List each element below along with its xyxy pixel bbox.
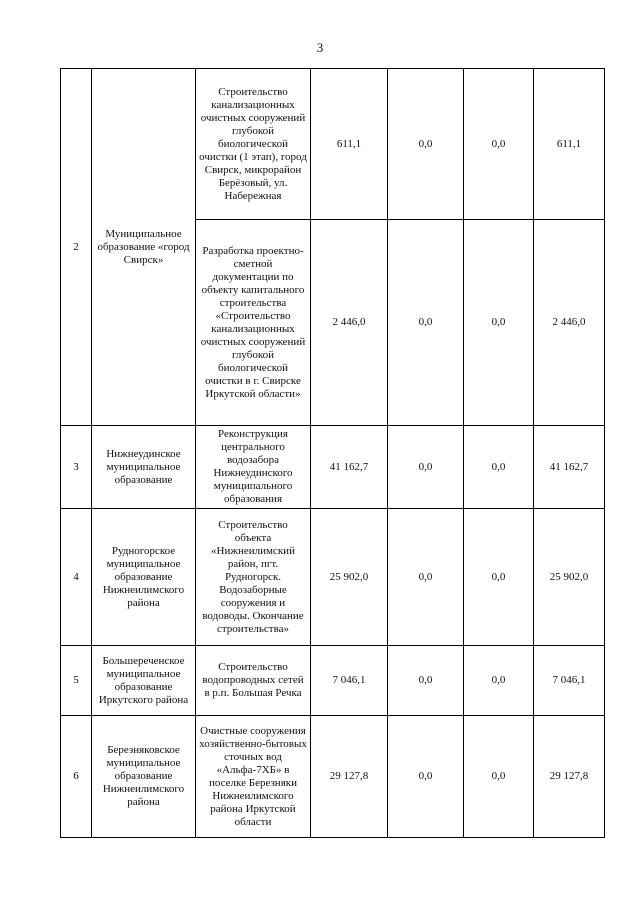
value-cell-4: 29 127,8 [534,716,605,838]
municipality-cell: Муниципальное образование «город Свирск» [92,69,196,426]
value-cell-2: 0,0 [388,509,464,646]
row-number-cell: 6 [61,716,92,838]
row-number-cell: 2 [61,69,92,426]
project-description-cell: Очистные сооружения хозяйственно-бытовых сточных вод «Альфа-7ХБ» в поселке Березняки Нижнеилимского района Иркутской области [196,716,311,838]
project-description-cell: Строительство объекта «Нижнеилимский район, пгт. Рудногорск. Водозаборные сооружения и водоводы. Окончание строительства» [196,509,311,646]
value-cell-1: 29 127,8 [311,716,388,838]
row-number-cell: 4 [61,509,92,646]
project-description-cell: Реконструкция центрального водозабора Нижнеудинского муниципального образования [196,426,311,509]
project-description-cell: Строительство канализационных очистных сооружений глубокой биологической очистки (1 этап), город Свирск, микрорайон Берёзовый, ул. Набережная [196,69,311,220]
row-number-cell: 5 [61,646,92,716]
value-cell-3: 0,0 [464,220,534,426]
value-cell-4: 7 046,1 [534,646,605,716]
table-row [61,509,605,646]
table-row [61,646,605,716]
value-cell-3: 0,0 [464,69,534,220]
value-cell-4: 25 902,0 [534,509,605,646]
table-row [61,716,605,838]
municipality-cell: Березняковское муниципальное образование Нижнеилимского района [92,716,196,838]
project-description-cell: Строительство водопроводных сетей в р.п. Большая Речка [196,646,311,716]
value-cell-4: 2 446,0 [534,220,605,426]
value-cell-1: 41 162,7 [311,426,388,509]
data-table [60,68,605,838]
project-description-cell: Разработка проектно-сметной документации по объекту капитального строительства «Строительство канализационных очистных сооружений глубокой биологической очистки в г. Свирске Иркутской области» [196,220,311,426]
value-cell-2: 0,0 [388,426,464,509]
table-row [61,426,605,509]
value-cell-3: 0,0 [464,426,534,509]
table-row [61,69,605,220]
value-cell-1: 611,1 [311,69,388,220]
row-number-cell: 3 [61,426,92,509]
municipality-cell: Рудногорское муниципальное образование Нижнеилимского района [92,509,196,646]
value-cell-3: 0,0 [464,646,534,716]
municipality-cell: Большереченское муниципальное образование Иркутского района [92,646,196,716]
value-cell-2: 0,0 [388,220,464,426]
value-cell-2: 0,0 [388,646,464,716]
value-cell-3: 0,0 [464,509,534,646]
value-cell-4: 41 162,7 [534,426,605,509]
value-cell-1: 2 446,0 [311,220,388,426]
value-cell-3: 0,0 [464,716,534,838]
municipality-cell: Нижнеудинское муниципальное образование [92,426,196,509]
value-cell-1: 25 902,0 [311,509,388,646]
value-cell-4: 611,1 [534,69,605,220]
value-cell-1: 7 046,1 [311,646,388,716]
value-cell-2: 0,0 [388,69,464,220]
page-number: 3 [316,40,324,55]
value-cell-2: 0,0 [388,716,464,838]
